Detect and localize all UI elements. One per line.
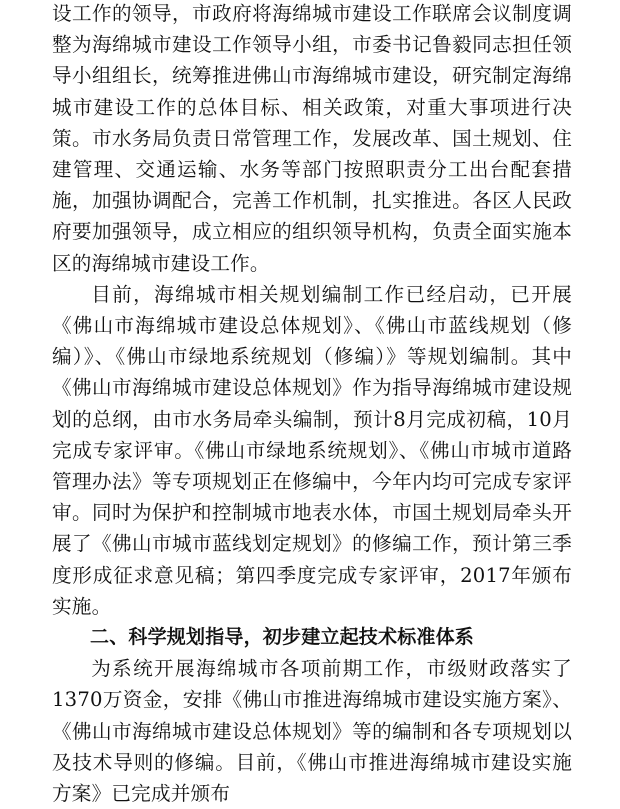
paragraph-funding: 为系统开展海绵城市各项前期工作，市级财政落实了 1370万资金，安排《佛山市推进海绵城市建设实施方案》、《佛山市海绵城市建设总体规划》等的编制和各专项规划以及技术导则的修编。目前，《佛山市推进海绵城市建设实施方案》已完成并颁布 — [52, 657, 572, 806]
document-page — [52, 0, 572, 809]
paragraph-leadership: 设工作的领导，市政府将海绵城市建设工作联席会议制度调整为海绵城市建设工作领导小组，市委书记鲁毅同志担任领导小组组长，统筹推进佛山市海绵城市建设，研究制定海绵城市建设工作的总体目标、相关政策，对重大事项进行决策。市水务局负责日常管理工作，发展改革、国土规划、住建管理、交通运输、水务等部门按照职责分工出台配套措施，加强协调配合，完善工作机制，扎实推进。各区人民政府要加强领导，成立相应的组织领导机构，负责全面实施本区的海绵城市建设工作。 — [52, 2, 572, 275]
section-heading: 二、科学规划指导，初步建立起技术标准体系 — [90, 626, 475, 649]
paragraph-planning-progress: 目前，海绵城市相关规划编制工作已经启动，已开展《佛山市海绵城市建设总体规划》、《佛山市蓝线规划（修编）》、《佛山市绿地系统规划（修编）》等规划编制。其中《佛山市海绵城市建设总体规划》作为指导海绵城市建设规划的总纲，由市水务局牵头编制，预计8月完成初稿，10月完成专家评审。《佛山市绿地系统规划》、《佛山市城市道路管理办法》等专项规划正在修编中，今年内均可完成专家评审。同时为保护和控制城市地表水体，市国土规划局牵头开展了《佛山市城市蓝线划定规划》的修编工作，预计第三季度形成征求意见稿；第四季度完成专家评审，2017年颁布实施。 — [52, 282, 572, 618]
